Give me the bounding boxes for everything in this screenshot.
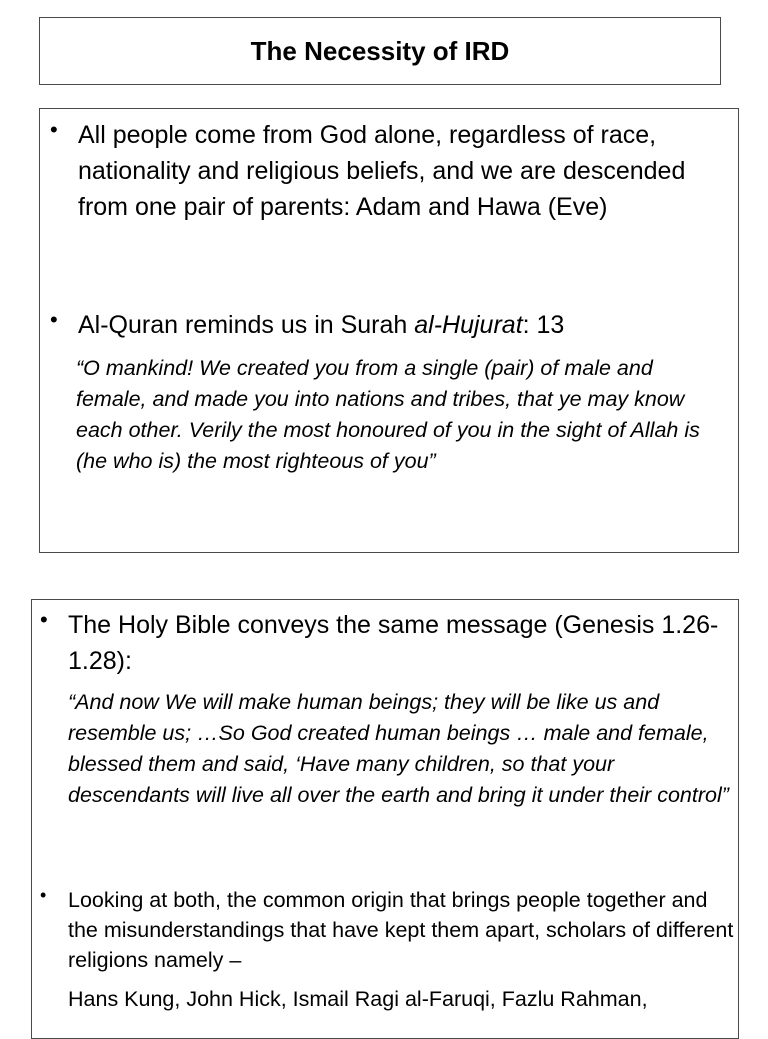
bullet-bible-reference (40, 607, 735, 679)
slide-quran (39, 108, 739, 553)
bullet-quran-reference (50, 307, 735, 343)
bullet-dot: • (40, 885, 47, 905)
bullet-text: The Holy Bible conveys the same message (Genesis 1.26-1.28): (68, 611, 719, 675)
bullet-common-origin (50, 117, 735, 225)
bullet-scholars (40, 885, 735, 975)
title-box (39, 17, 721, 85)
bullet-dot: • (50, 307, 58, 332)
bible-quote: “And now We will make human beings; they will be like us and resemble us; …So God created human beings … male and female, blessed them and said, ‘Have many children, so that your descendants will live all over the earth and bring it under their control” (68, 690, 729, 807)
surah-name: al-Hujurat (414, 311, 523, 339)
slide-bible (31, 599, 739, 1039)
quran-ref-prefix: Al-Quran reminds us in Surah (78, 311, 415, 339)
bullet-text: All people come from God alone, regardless of race, nationality and religious beliefs, and we are descended from one pair of parents: Adam and Hawa (Eve) (78, 121, 686, 221)
quran-quote: “O mankind! We created you from a single (pair) of male and female, and made you into nations and tribes, that ye may know each other. Verily the most honoured of you in the sight of Allah is (he who is) the most righteous of you” (76, 356, 700, 473)
page-title: The Necessity of IRD (250, 35, 510, 66)
bullet-dot: • (50, 117, 58, 142)
quran-ref-suffix: : 13 (522, 311, 565, 339)
bullet-text: Looking at both, the common origin that brings people together and the misunderstandings that have kept them apart, scholars of different religions namely – (68, 888, 734, 972)
bullet-dot: • (40, 607, 48, 632)
bullet-text (78, 307, 564, 343)
scholar-names: Hans Kung, John Hick, Ismail Ragi al-Faruqi, Fazlu Rahman, (68, 987, 648, 1011)
